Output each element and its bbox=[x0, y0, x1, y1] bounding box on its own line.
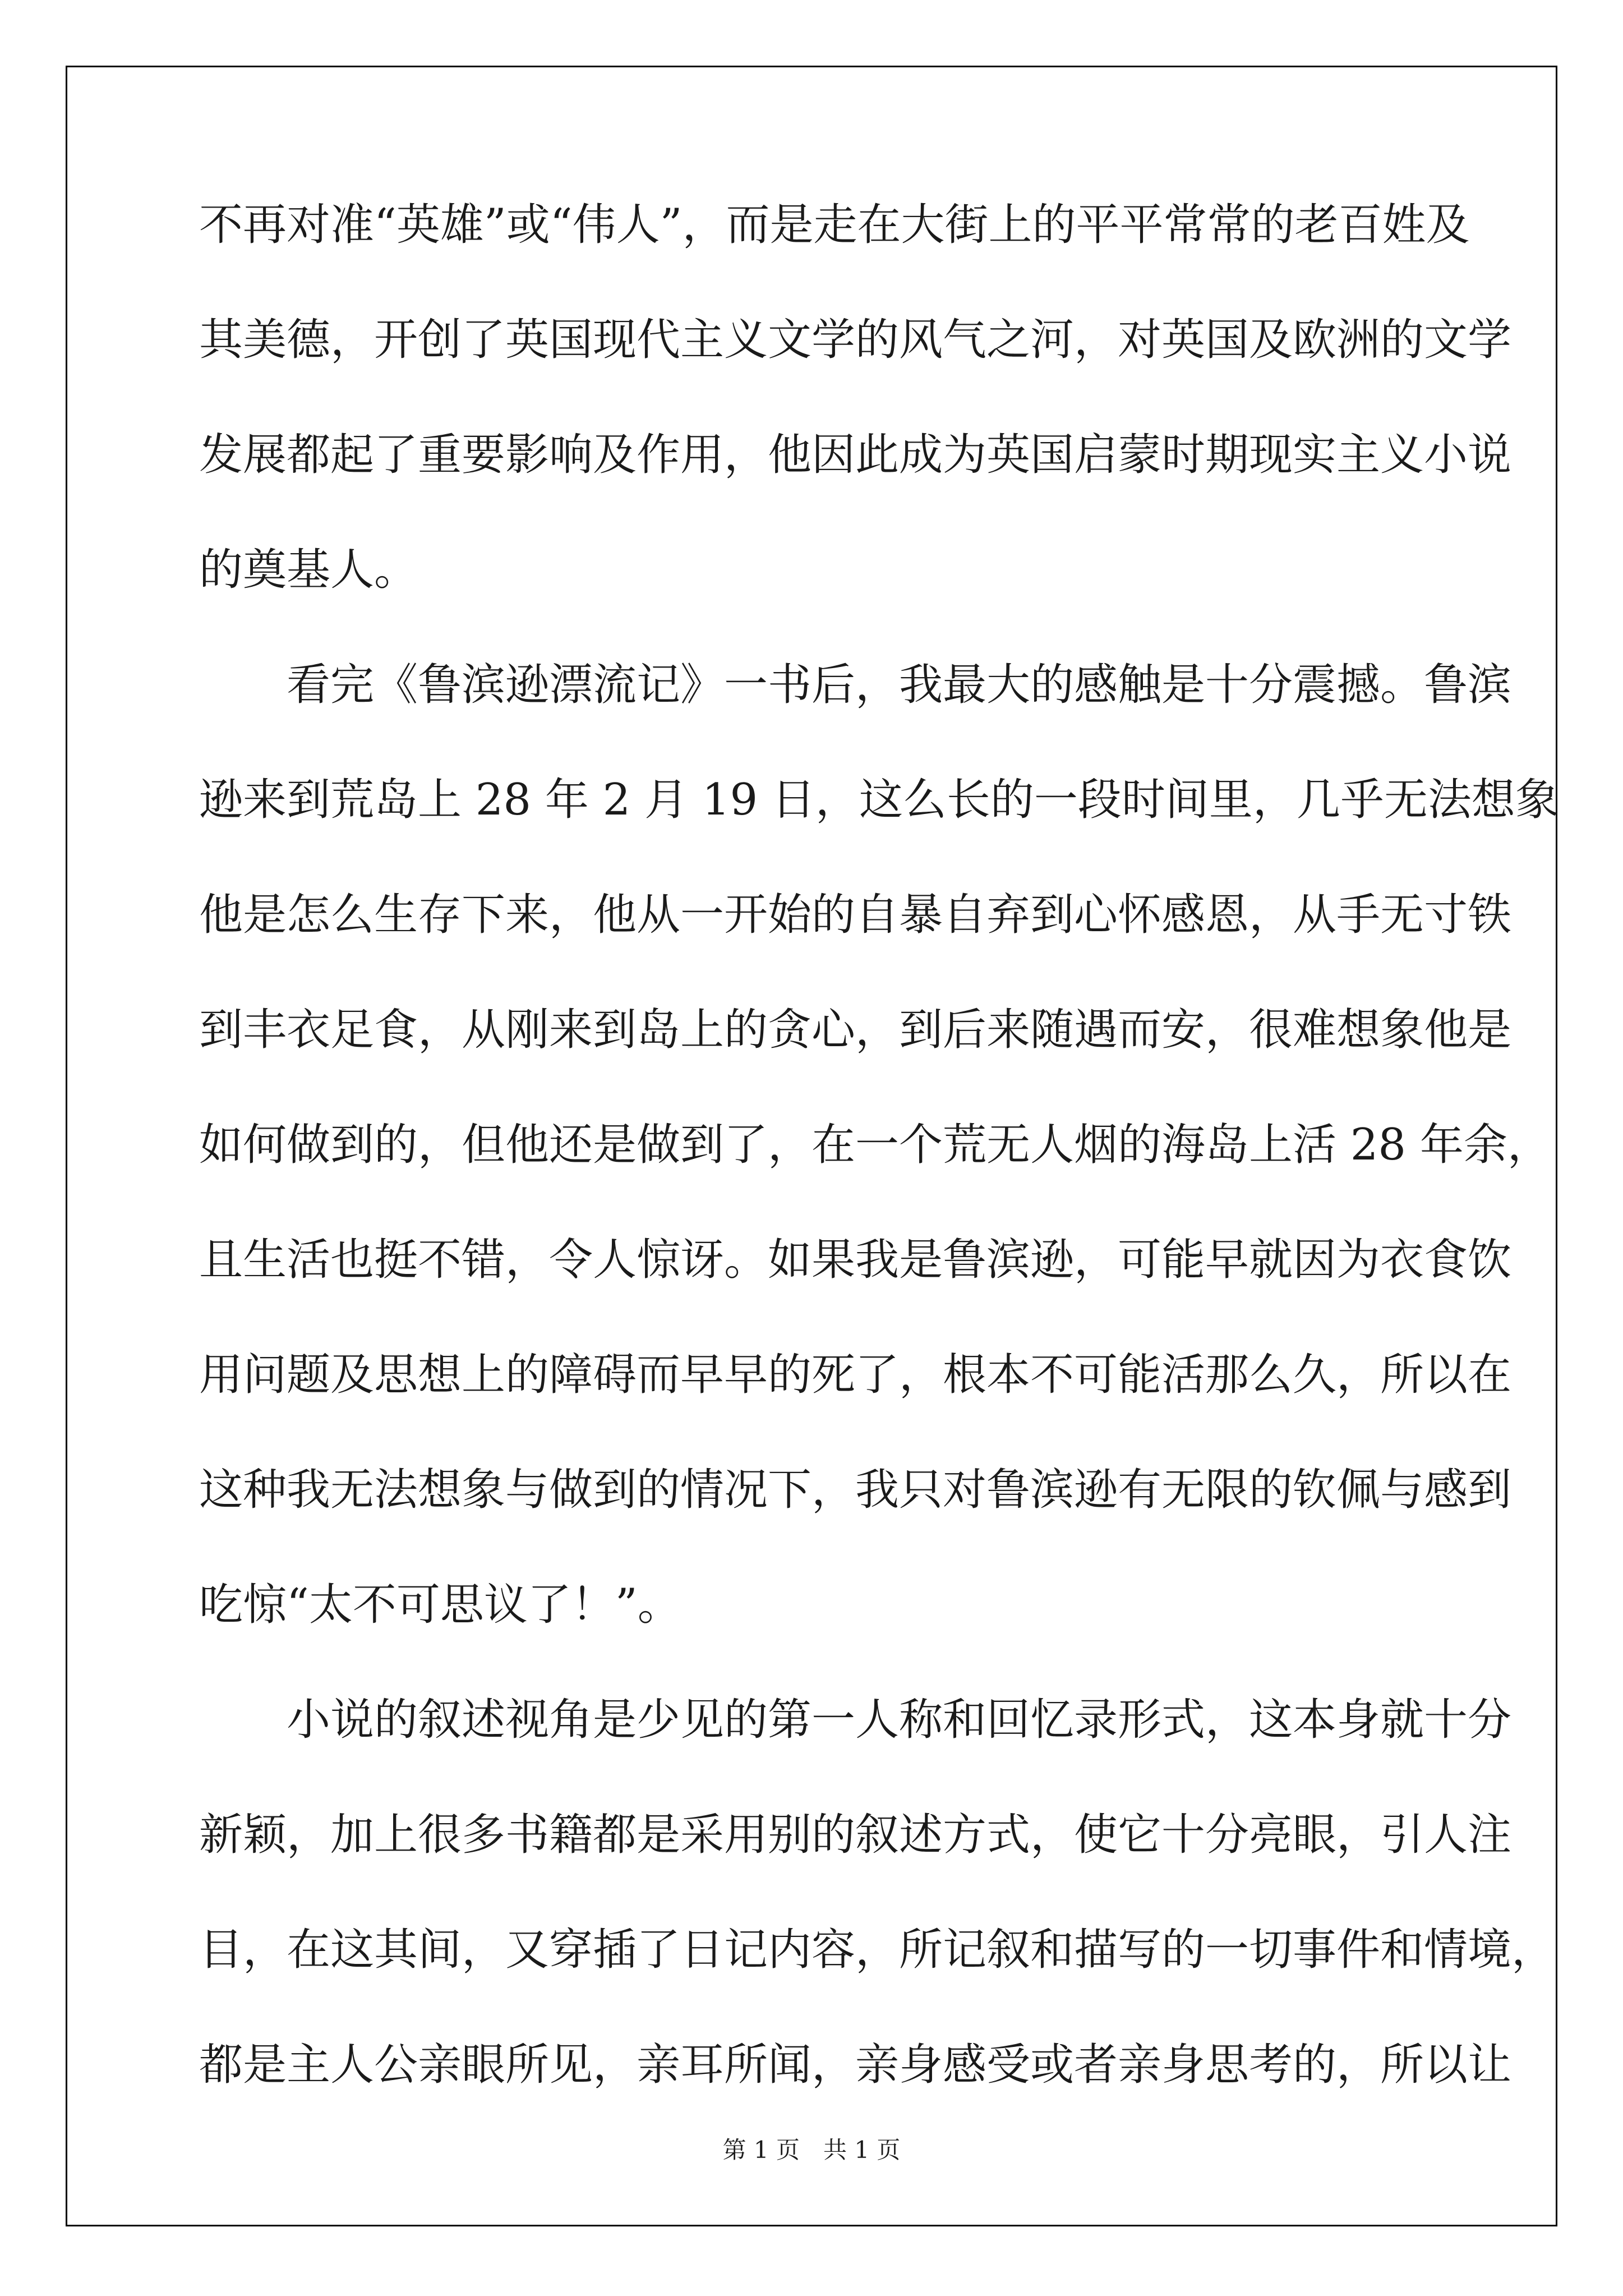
text-line: 他是怎么生存下来，他从一开始的自暴自弃到心怀感恩，从手无寸铁 bbox=[199, 890, 1512, 940]
text-line: 目，在这其间，又穿插了日记内容，所记叙和描写的一切事件和情境， bbox=[199, 1925, 1556, 1975]
text-line: 其美德，开创了英国现代主义文学的风气之河，对英国及欧洲的文学 bbox=[199, 315, 1512, 365]
text-line: 逊来到荒岛上 28 年 2 月 19 日，这么长的一段时间里，几乎无法想象 bbox=[199, 775, 1559, 825]
text-line: 看完《鲁滨逊漂流记》一书后，我最大的感触是十分震撼。鲁滨 bbox=[199, 660, 1512, 710]
text-line: 用问题及思想上的障碍而早早的死了，根本不可能活那么久，所以在 bbox=[199, 1350, 1512, 1400]
text-line: 不再对准“英雄”或“伟人”，而是走在大街上的平平常常的老百姓及 bbox=[199, 200, 1470, 250]
text-line: 且生活也挺不错，令人惊讶。如果我是鲁滨逊，可能早就因为衣食饮 bbox=[199, 1235, 1512, 1285]
text-line: 发展都起了重要影响及作用，他因此成为英国启蒙时期现实主义小说 bbox=[199, 430, 1512, 480]
page-number-footer: 第 1 页 共 1 页 bbox=[722, 2136, 901, 2164]
text-line: 小说的叙述视角是少见的第一人称和回忆录形式，这本身就十分 bbox=[199, 1695, 1512, 1745]
text-line: 这种我无法想象与做到的情况下，我只对鲁滨逊有无限的钦佩与感到 bbox=[199, 1465, 1512, 1515]
text-line: 都是主人公亲眼所见，亲耳所闻，亲身感受或者亲身思考的，所以让 bbox=[199, 2040, 1512, 2090]
text-line: 的奠基人。 bbox=[199, 545, 418, 595]
text-line: 吃惊“太不可思议了！”。 bbox=[199, 1580, 681, 1630]
text-line: 如何做到的，但他还是做到了，在一个荒无人烟的海岛上活 28 年余， bbox=[199, 1120, 1551, 1170]
document-body bbox=[199, 200, 1559, 2158]
text-line: 新颖，加上很多书籍都是采用别的叙述方式，使它十分亮眼，引人注 bbox=[199, 1810, 1512, 1860]
text-line: 到丰衣足食，从刚来到岛上的贪心，到后来随遇而安，很难想象他是 bbox=[199, 1005, 1512, 1055]
